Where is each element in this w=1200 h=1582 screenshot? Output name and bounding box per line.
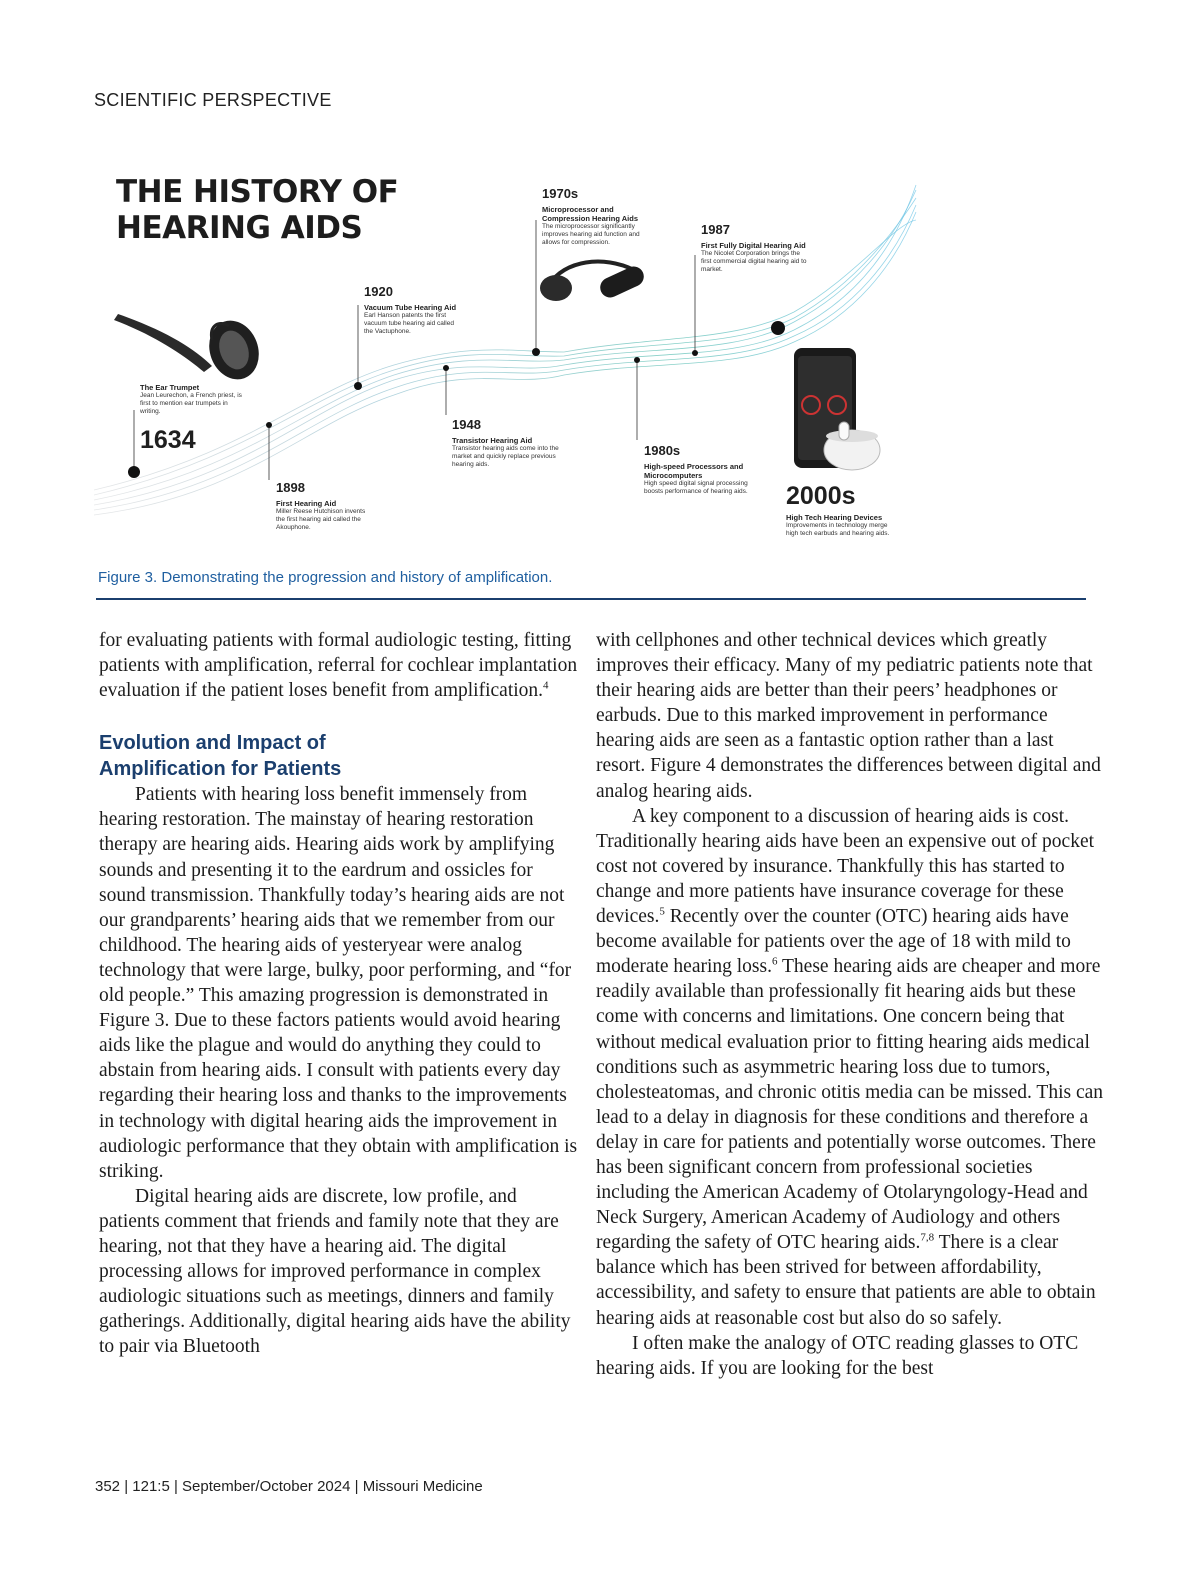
right-column: [596, 628, 1106, 1381]
event-year: 2000s: [786, 482, 856, 510]
event-year: 1634: [140, 426, 196, 454]
event-title: High Tech Hearing Devices: [786, 513, 883, 522]
body-paragraph: I often make the analogy of OTC reading glasses to OTC hearing aids. If you are looking for the best: [596, 1332, 1079, 1379]
reference-marker: 7,8: [920, 1231, 935, 1244]
timeline-dot-1970s: [532, 348, 540, 356]
timeline-event-1898: [276, 480, 376, 532]
paragraph-text: These hearing aids are cheaper and more readily available than professionally fit hearing aids but these come with concerns and limitations. One concern being that without medical evaluation prior to fitting hearing aids medical conditions such as asymmetric hearing loss due to tumors, cholesteatomas, and chronic otitis media can be missed. This can lead to a delay in diagnosis for these conditions and therefore a delay in care for patients and potentially worse outcomes. There has been significant concern from professional societies including the American Academy of Otolaryngology-Head and Neck Surgery, American Academy of Audiology and others regarding the safety of OTC hearing aids.: [596, 956, 1104, 1254]
event-year: 1970s: [542, 186, 579, 201]
event-description: Earl Hanson patents the first vacuum tube hearing aid called the Vactuphone.: [364, 312, 454, 335]
timeline-dot-2000s: [771, 321, 785, 335]
paragraph-text: for evaluating patients with formal audiologic testing, fitting patients with amplification, referral for cochlear implantation evaluation if the patient loses benefit from amplification.: [99, 630, 578, 702]
reference-marker: 6: [772, 955, 778, 968]
timeline-dot-1980s: [634, 357, 640, 363]
timeline-event-1987: [701, 222, 811, 274]
reference-marker: 4: [543, 679, 549, 692]
reference-marker: 5: [659, 905, 665, 918]
event-title: Microprocessor and Compression Hearing Aids: [542, 205, 638, 223]
body-paragraph: Digital hearing aids are discrete, low profile, and patients comment that friends and family note that they are hearing, not that they have a hearing aid. The digital processing allows for improved performance in complex audiologic situations such as meetings, dinners and family gatherings. Additionally, digital hearing aids have the ability to pair via Bluetooth: [99, 1185, 571, 1358]
event-title: The Ear Trumpet: [140, 383, 200, 392]
paragraph-text: There is a clear balance which has been strived for between affordability, accessibility, and safety to ensure that patients are able to obtain hearing aids at reasonable cost but also do so safely.: [596, 1232, 1096, 1329]
event-title: First Hearing Aid: [276, 499, 337, 508]
timeline-event-1980s: [644, 443, 749, 496]
event-description: Miller Reese Hutchison invents the first hearing aid called the Akouphone.: [276, 508, 366, 531]
smartphone-earbuds-image: [794, 348, 880, 470]
event-title: High-speed Processors and Microcomputers: [644, 462, 744, 480]
event-title: Vacuum Tube Hearing Aid: [364, 303, 457, 312]
hearing-aid-timeline-figure: [94, 160, 1094, 560]
figure-title-line2: HEARING AIDS: [116, 210, 363, 246]
event-year: 1898: [276, 480, 305, 495]
figure-title-line1: THE HISTORY OF: [116, 174, 399, 210]
caption-divider: [96, 598, 1086, 600]
event-year: 1920: [364, 284, 393, 299]
timeline-event-1634: [140, 380, 250, 454]
timeline-dot-1634: [128, 466, 140, 478]
section-label: SCIENTIFIC PERSPECTIVE: [94, 90, 332, 110]
body-paragraph: [99, 628, 579, 703]
event-year: 1987: [701, 222, 730, 237]
paragraph-text: Recently over the counter (OTC) hearing aids have become available for patients over the age of 18 with mild to moderate hearing loss.: [596, 906, 1071, 978]
event-description: The microprocessor significantly improves hearing aid function and allows for compression.: [542, 223, 640, 246]
body-paragraph: Patients with hearing loss benefit immensely from hearing restoration. The mainstay of hearing restoration therapy are hearing aids. Hearing aids work by amplifying sounds and presenting it to the eardrum and ossicles for sound transmission. Thankfully today’s hearing aids are not our grandparents’ hearing aids that we remember from our childhood. The hearing aids of yesteryear were analog technology that were large, bulky, poor performing, and “for old people.” This amazing progression is demonstrated in Figure 3. Due to these factors patients would avoid hearing aids like the plague and would do anything they could to abstain from hearing aids. I consult with patients every day regarding their hearing loss and thanks to the improvements in technology with digital hearing aids the improvement in audiologic performance that they obtain with amplification is striking.: [99, 784, 578, 1182]
event-description: Jean Leurechon, a French priest, is first to mention ear trumpets in writing.: [140, 392, 242, 415]
event-title: Transistor Hearing Aid: [452, 436, 533, 445]
paragraph-text: A key component to a discussion of hearing aids is cost. Traditionally hearing aids have been an expensive out of pocket cost not covered by insurance. Thankfully this has started to change and more patients have insurance coverage for these devices.: [596, 805, 1095, 928]
bte-hearing-aid-image: [540, 262, 647, 301]
timeline-dot-1987: [692, 350, 698, 356]
page-footer: 352 | 121:5 | September/October 2024 | Missouri Medicine: [95, 1478, 483, 1495]
timeline-dot-1898: [266, 422, 272, 428]
event-description: Transistor hearing aids come into the market and quickly replace previous hearing aids.: [452, 445, 559, 468]
event-year: 1948: [452, 417, 481, 432]
event-title: First Fully Digital Hearing Aid: [701, 241, 806, 250]
event-description: The Nicolet Corporation brings the first commercial digital hearing aid to market.: [701, 250, 807, 273]
body-paragraph: [596, 804, 1106, 1331]
timeline-dot-1920: [354, 382, 362, 390]
body-paragraph: with cellphones and other technical devices which greatly improves their efficacy. Many of my pediatric patients note that their hearing aids are better than their peers’ headphones or earbuds. Due to this marked improvement in performance hearing aids are seen as a fantastic option rather than a last resort. Figure 4 demonstrates the differences between digital and analog hearing aids.: [596, 630, 1101, 802]
figure-caption: Figure 3. Demonstrating the progression and history of amplification.: [98, 569, 553, 586]
timeline-event-1948: [452, 417, 562, 469]
event-year: 1980s: [644, 443, 681, 458]
section-heading-line1: Evolution and Impact of: [99, 732, 326, 755]
ear-trumpet-image: [114, 314, 267, 387]
section-heading-line2: Amplification for Patients: [99, 758, 342, 781]
section-heading: [99, 730, 579, 782]
timeline-dot-1948: [443, 365, 449, 371]
event-description: High speed digital signal processing boosts performance of hearing aids.: [644, 480, 748, 495]
left-column: [99, 628, 579, 1359]
timeline-event-2000s: [786, 482, 901, 538]
event-description: Improvements in technology merge high tech earbuds and hearing aids.: [786, 522, 890, 537]
timeline-event-1920: [364, 284, 464, 336]
timeline-event-1970s: [542, 186, 657, 247]
figure-title: [116, 174, 398, 246]
